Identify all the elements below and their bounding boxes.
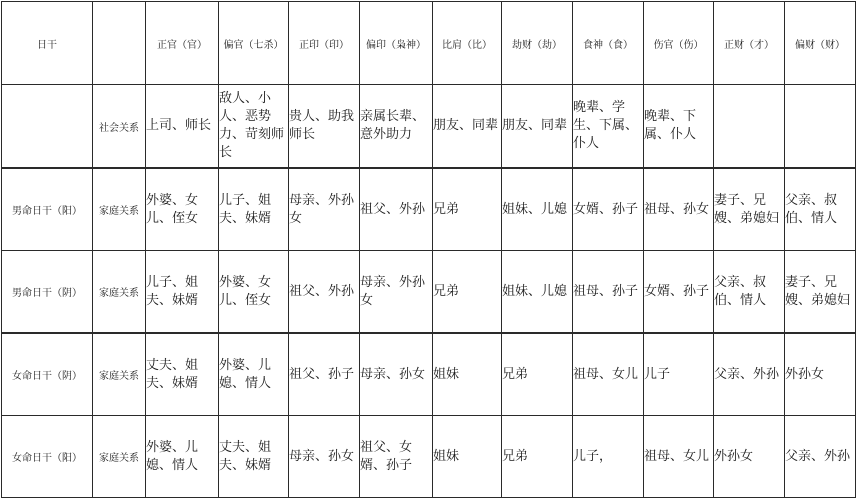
row-category: 家庭关系	[93, 333, 146, 416]
table-cell: 祖父、孙子	[289, 333, 360, 416]
table-cell: 儿子、姐夫、妹婿	[146, 251, 219, 334]
table-cell: 朋友、同辈	[433, 85, 502, 169]
column-header: 偏财（财）	[785, 2, 856, 85]
table-cell: 母亲、外孙女	[289, 168, 360, 251]
table-cell: 父亲、叔伯、情人	[785, 168, 856, 251]
column-header: 比肩（比）	[433, 2, 502, 85]
category-header	[93, 2, 146, 85]
row-label	[2, 85, 93, 169]
row-label: 女命日干（阴）	[2, 333, 93, 416]
table-cell: 祖父、外孙	[289, 251, 360, 334]
table-cell: 母亲、孙女	[360, 333, 433, 416]
table-cell: 母亲、孙女	[289, 416, 360, 498]
table-cell: 敌人、小人、恶势力、苛刻师长	[219, 85, 289, 169]
table-cell	[714, 85, 785, 169]
table-cell: 丈夫、姐夫、妹婿	[219, 416, 289, 498]
table-cell: 女婿、孙子	[644, 251, 714, 334]
table-cell: 外孙女	[714, 416, 785, 498]
table-row	[2, 416, 856, 498]
table-cell: 祖父、女婿、孙子	[360, 416, 433, 498]
table-cell: 母亲、外孙女	[360, 251, 433, 334]
column-header: 正印（印）	[289, 2, 360, 85]
table-cell: 兄弟	[502, 333, 573, 416]
row-category: 家庭关系	[93, 168, 146, 251]
table-row	[2, 251, 856, 334]
table-cell: 妻子、兄嫂、弟媳妇	[785, 251, 856, 334]
table-cell: 祖母、女儿	[573, 333, 644, 416]
table-cell: 外孙女	[785, 333, 856, 416]
column-header: 劫财（劫）	[502, 2, 573, 85]
table-cell: 外婆、女儿、侄女	[219, 251, 289, 334]
row-category: 家庭关系	[93, 416, 146, 498]
table-cell: 晚辈、学生、下属、仆人	[573, 85, 644, 169]
table-row	[2, 168, 856, 251]
table-cell: 父亲、外孙	[785, 416, 856, 498]
table-cell: 父亲、外孙	[714, 333, 785, 416]
table-cell: 儿子	[644, 333, 714, 416]
table-cell: 妻子、兄嫂、弟媳妇	[714, 168, 785, 251]
row-category: 家庭关系	[93, 251, 146, 334]
table-cell: 兄弟	[433, 251, 502, 334]
relationship-table	[1, 1, 856, 498]
table-row	[2, 333, 856, 416]
table-cell: 亲属长辈、意外助力	[360, 85, 433, 169]
table-cell: 上司、师长	[146, 85, 219, 169]
table-cell: 姐妹	[433, 416, 502, 498]
table-cell: 祖母、孙子	[573, 251, 644, 334]
table-cell: 贵人、助我师长	[289, 85, 360, 169]
header-row	[2, 2, 856, 85]
table-cell: 晚辈、下属、仆人	[644, 85, 714, 169]
column-header: 偏官（七杀）	[219, 2, 289, 85]
table-cell: 女婿、孙子	[573, 168, 644, 251]
column-header: 正官（官）	[146, 2, 219, 85]
table-cell: 外婆、儿媳、情人	[219, 333, 289, 416]
table-cell: 外婆、女儿、侄女	[146, 168, 219, 251]
table-cell: 姐妹	[433, 333, 502, 416]
table-cell: 父亲、叔伯、情人	[714, 251, 785, 334]
table-cell: 祖父、外孙	[360, 168, 433, 251]
column-header: 偏印（枭神）	[360, 2, 433, 85]
table-cell: 儿子、姐夫、妹婿	[219, 168, 289, 251]
table-cell: 祖母、孙女	[644, 168, 714, 251]
row-label: 女命日干（阳）	[2, 416, 93, 498]
column-header: 伤官（伤）	[644, 2, 714, 85]
row-label: 男命日干（阳）	[2, 168, 93, 251]
row-label: 男命日干（阴）	[2, 251, 93, 334]
table-cell: 兄弟	[433, 168, 502, 251]
table-cell: 外婆、儿媳、情人	[146, 416, 219, 498]
corner-header: 日干	[2, 2, 93, 85]
table-cell: 姐妹、儿媳	[502, 251, 573, 334]
table-cell: 姐妹、儿媳	[502, 168, 573, 251]
column-header: 食神（食）	[573, 2, 644, 85]
table-cell	[785, 85, 856, 169]
table-cell: 兄弟	[502, 416, 573, 498]
table-cell: 朋友、同辈	[502, 85, 573, 169]
table-cell: 儿子，	[573, 416, 644, 498]
column-header: 正财（才）	[714, 2, 785, 85]
table-row	[2, 85, 856, 169]
row-category: 社会关系	[93, 85, 146, 169]
table-cell: 祖母、女儿	[644, 416, 714, 498]
table-cell: 丈夫、姐夫、妹婿	[146, 333, 219, 416]
